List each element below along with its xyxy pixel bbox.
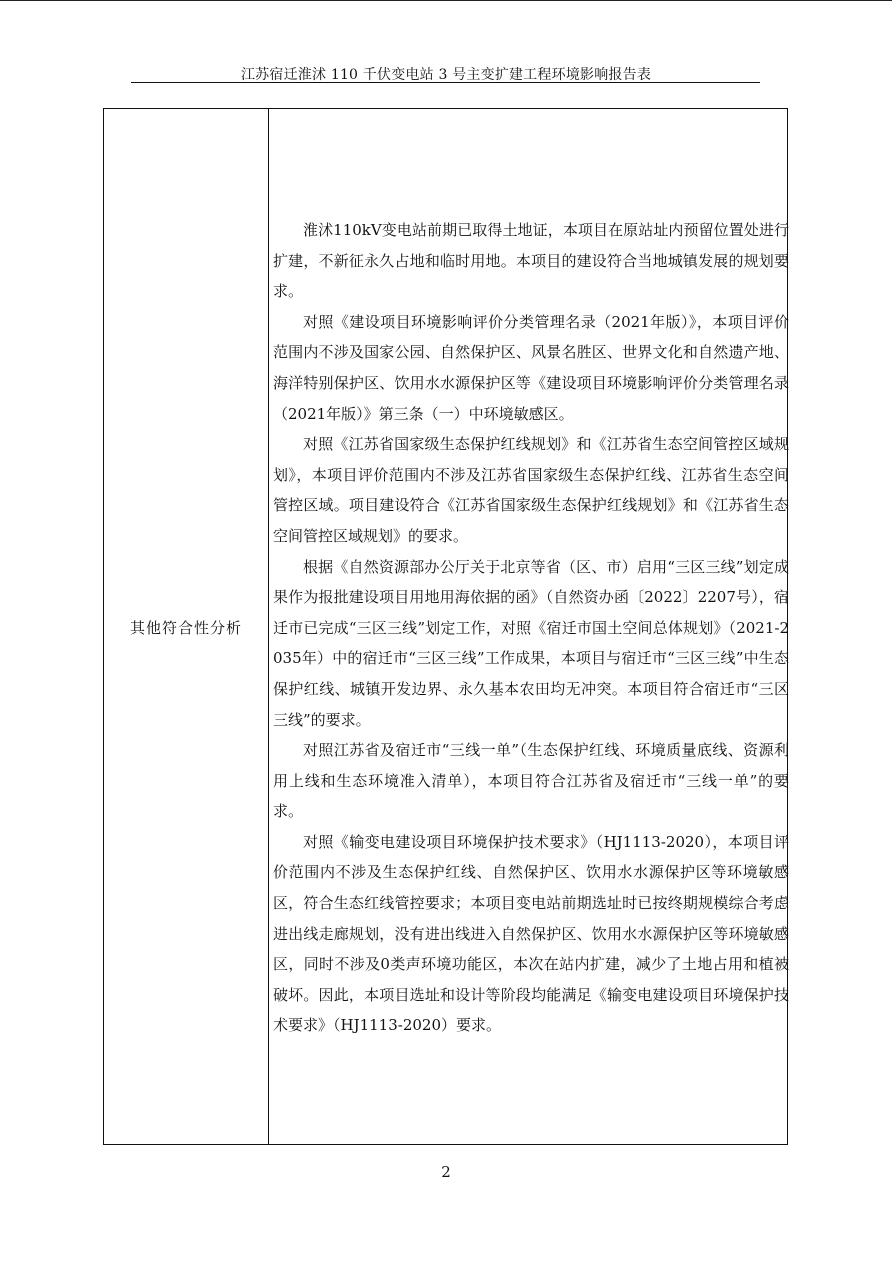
page-top-border (0, 0, 892, 1)
report-header-title: 江苏宿迁淮沭 110 千伏变电站 3 号主变扩建工程环境影响报告表 (240, 67, 652, 83)
paragraph-technical-requirements: 对照《输变电建设项目环境保护技术要求》（HJ1113-2020），本项目评价范围内不涉及生态保护红线、自然保护区、饮用水水源保护区等环境敏感区，符合生态红线管控要求；本项目变电站前期选址时已按终期规模综合考虑进出线走廊规划，没有进出线进入自然保护区、饮用水水源保护区等环境敏感区，同时不涉及0类声环境功能区，本次在站内扩建，减少了土地占用和植被破坏。因此，本项目选址和设计等阶段均能满足《输变电建设项目环境保护技术要求》（HJ1113-2020）要求。 (273, 832, 789, 1035)
paragraph-ecological-redline: 对照《江苏省国家级生态保护红线规划》和《江苏省生态空间管控区域规划》，本项目评价范围内不涉及江苏省国家级生态保护红线、江苏省生态空间管控区域。项目建设符合《江苏省国家级生态保护红线规划》和《江苏省生态空间管控区域规划》的要求。 (273, 435, 789, 545)
paragraph-three-lines-one-list: 对照江苏省及宿迁市“三线一单”（生态保护红线、环境质量底线、资源利用上线和生态环境准入清单），本项目符合江苏省及宿迁市“三线一单”的要求。 (273, 741, 789, 821)
paragraph-classification-list: 对照《建设项目环境影响评价分类管理名录（2021年版）》，本项目评价范围内不涉及国家公园、自然保护区、风景名胜区、世界文化和自然遗产地、海洋特别保护区、饮用水水源保护区等《建设项目环境影响评价分类管理名录（2021年版）》第三条（一）中环境敏感区。 (273, 312, 789, 423)
page-number: 2 (441, 1163, 451, 1181)
header-rule (131, 82, 760, 83)
table-column-divider (268, 108, 269, 1145)
analysis-content (273, 215, 789, 1041)
paragraph-three-zones-three-lines: 根据《自然资源部办公厅关于北京等省（区、市）启用“三区三线”划定成果作为报批建设项目用地用海依据的函》（自然资办函〔2022〕2207号），宿迁市已完成“三区三线”划定工作，对照《宿迁市国土空间总体规划》（2021-2035年）中的宿迁市“三区三线”工作成果，本项目与宿迁市“三区三线”中生态保护红线、城镇开发边界、永久基本农田均无冲突。本项目符合宿迁市“三区三线”的要求。 (273, 557, 789, 729)
paragraph-land-use: 淮沭110kV变电站前期已取得土地证，本项目在原站址内预留位置处进行扩建，不新征永久占地和临时用地。本项目的建设符合当地城镇发展的规划要求。 (273, 221, 789, 301)
table-row-label: 其他符合性分析 (129, 619, 242, 637)
